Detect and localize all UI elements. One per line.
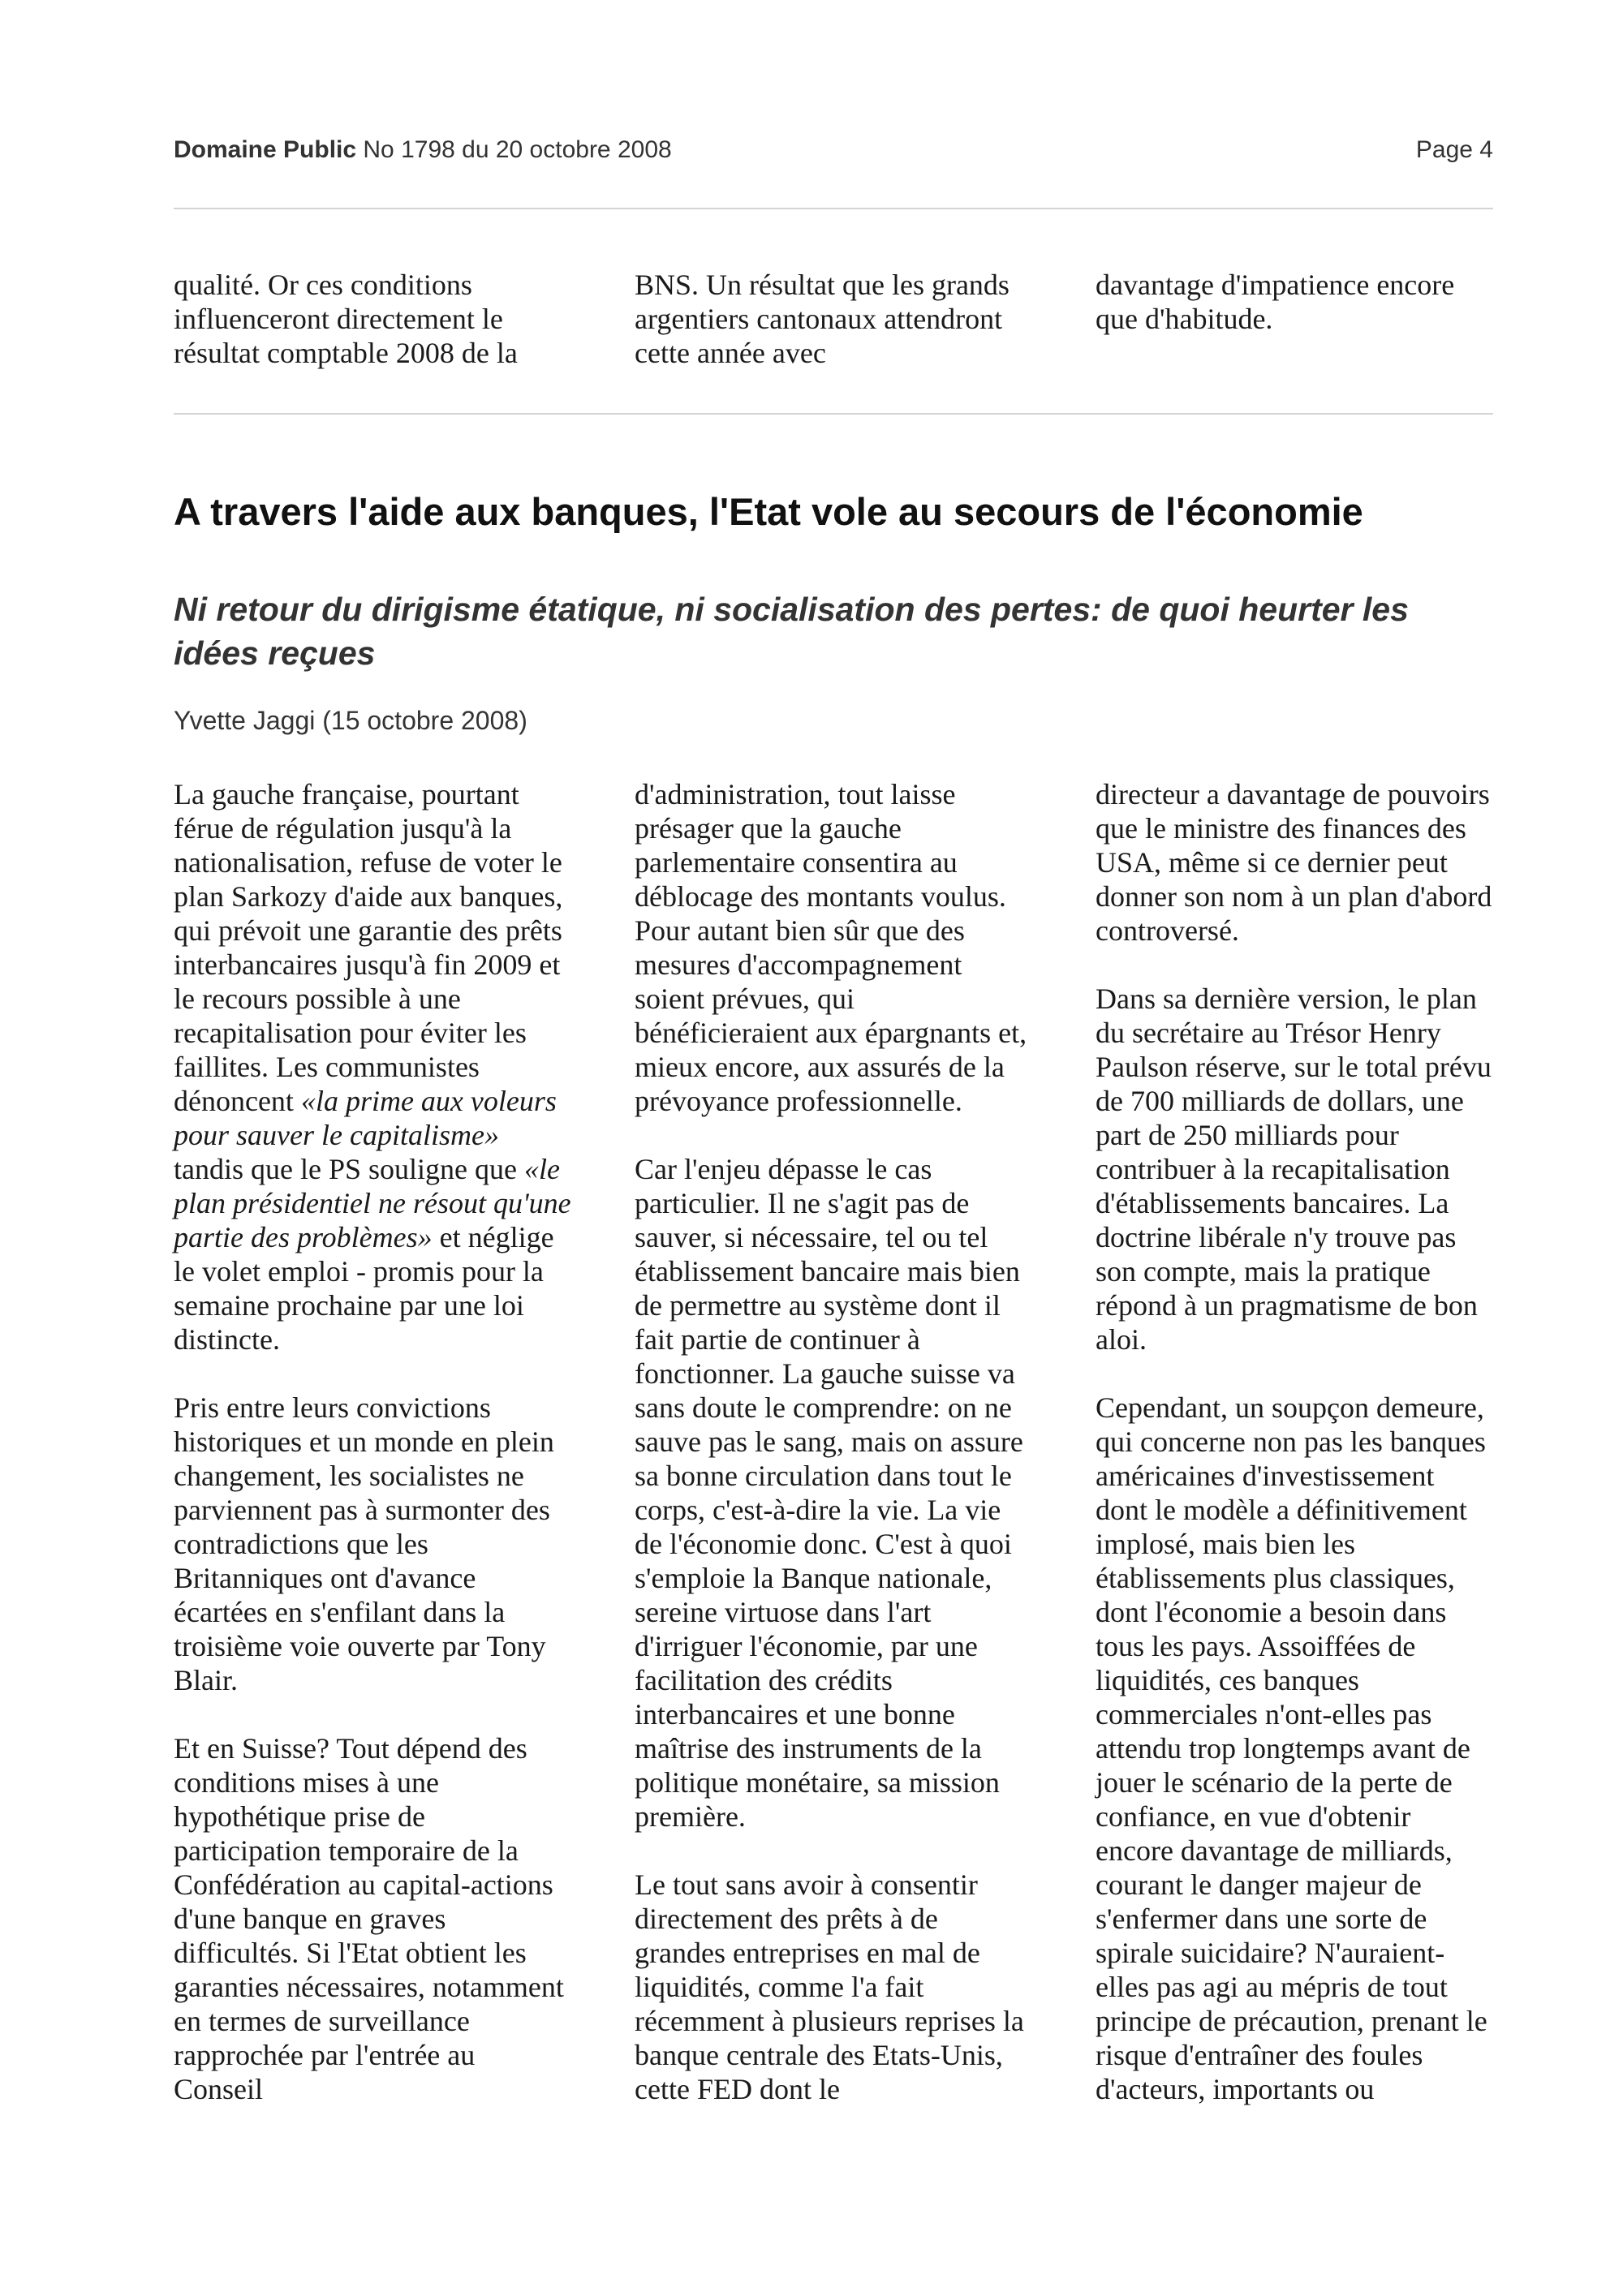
issue-info: No 1798 du 20 octobre 2008 [363,136,672,163]
publication-name: Domaine Public [174,136,357,163]
article-column-1 [174,777,571,2106]
text-run: et néglige le volet emploi - promis pour la semaine prochaine par une loi distincte. [174,1221,554,1356]
prev-column-2 [635,268,1032,370]
paragraph: Pris entre leurs convictions historiques et un monde en plein changement, les socialistes ne parviennent pas à surmonter des contradictions que les Britanniques ont d'avance écartées en s'enfilant dans la troisième voie ouverte par Tony Blair. [174,1391,554,1696]
paragraph [174,777,571,1357]
article-divider [174,413,1493,415]
article-body [174,777,1493,2106]
paragraph: Dans sa dernière version, le plan du secrétaire au Trésor Henry Paulson réserve, sur le total prévu de 700 milliards de dollars, une part de 250 milliards pour contribuer à la recapitalisation d'établissements bancaires. La doctrine libérale n'y trouve pas son compte, mais la pratique répond à un pragmatisme de bon aloi. [1096,982,1492,1356]
paragraph: Et en Suisse? Tout dépend des conditions mises à une hypothétique prise de participation temporaire de la Confédération au capital-actions d'une banque en graves difficultés. Si l'Etat obtient les garanties nécessaires, notamment en termes de surveillance rapprochée par l'entrée au Conseil [174,1732,564,2105]
text-run: La gauche française, pourtant férue de régulation jusqu'à la nationalisation, refuse de voter le plan Sarkozy d'aide aux banques, qui prévoit une garantie des prêts interbancaires jusqu'à fin 2009 et le recours possible à une recapitalisation pour éviter les faillites. Les communistes dénoncent [174,778,563,1117]
prev-paragraph: qualité. Or ces conditions influenceront directement le résultat comptable 2008 de la [174,269,518,369]
article-author: Yvette Jaggi (15 octobre 2008) [174,706,527,735]
prev-column-1 [174,268,571,370]
article-title: A travers l'aide aux banques, l'Etat vole au secours de l'économie [174,490,1363,533]
article-subtitle: Ni retour du dirigisme étatique, ni socialisation des pertes: de quoi heurter les idées reçues [174,591,1409,672]
paragraph: Le tout sans avoir à consentir directement des prêts à de grandes entreprises en mal de liquidités, comme l'a fait récemment à plusieurs reprises la banque centrale des Etats-Unis, cette FED dont le [635,1868,1024,2105]
article-column-3 [1096,777,1493,2106]
page-header [174,136,1493,169]
quote: «la prime aux voleurs pour sauver le capitalisme» [174,1085,557,1151]
prev-paragraph: BNS. Un résultat que les grands argentiers cantonaux attendront cette année avec [635,269,1010,369]
article-column-2 [635,777,1032,2106]
prev-paragraph: davantage d'impatience encore que d'habitude. [1096,269,1455,335]
page-number: Page 4 [1415,136,1493,163]
paragraph: Cependant, un soupçon demeure, qui concerne non pas les banques américaines d'investissement dont le modèle a définitivement implosé, mais bien les établissements plus classiques, dont l'économie a besoin dans tous les pays. Assoiffées de liquidités, ces banques commerciales n'ont-elles pas attendu trop longtemps avant de jouer le scénario de la perte de confiance, en vue d'obtenir encore davantage de milliards, courant le danger majeur de s'enfermer dans une sorte de spirale suicidaire? N'auraient-elles pas agi au mépris de tout principe de précaution, prenant le risque d'entraîner des foules d'acteurs, importants ou [1096,1391,1487,2105]
quote: «le plan présidentiel ne résout qu'une partie des problèmes» [174,1153,571,1253]
text-run: tandis que le PS souligne que [174,1153,524,1185]
previous-article-continuation [174,268,1493,370]
paragraph: directeur a davantage de pouvoirs que le ministre des finances des USA, même si ce dernier peut donner son nom à un plan d'abord controversé. [1096,778,1492,947]
prev-column-3 [1096,268,1493,370]
header-divider [174,208,1493,209]
paragraph: Car l'enjeu dépasse le cas particulier. Il ne s'agit pas de sauver, si nécessaire, tel ou tel établissement bancaire mais bien de permettre au système dont il fait partie de continuer à fonctionner. La gauche suisse va sans doute le comprendre: on ne sauve pas le sang, mais on assure sa bonne circulation dans tout le corps, c'est-à-dire la vie. La vie de l'économie donc. C'est à quoi s'emploie la Banque nationale, sereine virtuose dans l'art d'irriguer l'économie, par une facilitation des crédits interbancaires et une bonne maîtrise des instruments de la politique monétaire, sa mission première. [635,1153,1023,1833]
paragraph: d'administration, tout laisse présager que la gauche parlementaire consentira au déblocage des montants voulus. Pour autant bien sûr que des mesures d'accompagnement soient prévues, qui bénéficieraient aux épargnants et, mieux encore, aux assurés de la prévoyance professionnelle. [635,778,1027,1117]
